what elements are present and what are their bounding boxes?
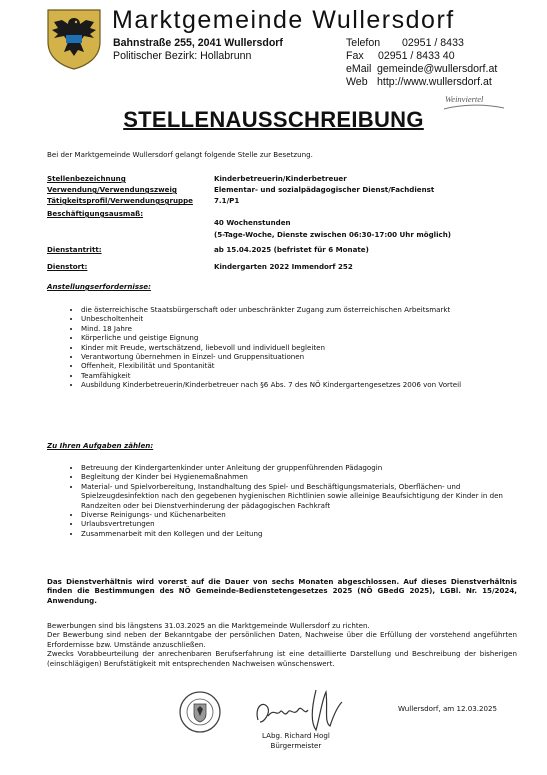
list-item: • Verantwortung übernehmen in Einzel- und Gruppensituationen (81, 352, 521, 361)
address: Bahnstraße 255, 2041 Wullersdorf (113, 37, 283, 49)
detail-value: Elementar- und sozialpädagogischer Dienst/Fachdienst (214, 185, 435, 194)
detail-label: Dienstort: (47, 262, 88, 271)
employment-note: Das Dienstverhältnis wird vorerst auf die Dauer von sechs Monaten abgeschlossen. Auf dieses Dienstverhältnis finden die Bestimmungen des NÖ Gemeinde-Bedienstetengesetzes 2025 (NÖ GBedG 2025), LGBl. Nr. 15/2024, Anwendung. (47, 577, 517, 605)
detail-value: 40 Wochenstunden (214, 218, 291, 227)
list-item: • Begleitung der Kinder bei Hygienemaßnahmen (81, 472, 521, 481)
handwritten-signature-icon (250, 686, 350, 736)
list-item: • Urlaubsvertretungen (81, 519, 521, 528)
detail-value: 7.1/P1 (214, 196, 240, 205)
list-item: • Material- und Spielvorbereitung, Instandhaltung des Spiel- und Beschäftigungsmaterials, Oberflächen- und Spielzeugdesinfektion nach den gegebenen hygienischen Richtlinien sowie alleinige Beaufsichtigung der Kinder in den Randzeiten oder bei Dienstverhinderung der pädagogischen Fachkraft (81, 482, 521, 510)
requirements-heading: Anstellungserfordernisse: (47, 282, 151, 291)
list-item: • Ausbildung Kinderbetreuerin/Kinderbetreuer nach §6 Abs. 7 des NÖ Kindergartengesetzes 2006 von Vorteil (81, 380, 521, 389)
detail-value: (5-Tage-Woche, Dienste zwischen 06:30-17:00 Uhr möglich) (214, 230, 452, 239)
tasks-heading: Zu Ihren Aufgaben zählen: (47, 441, 154, 450)
detail-label: Tätigkeitsprofil/Verwendungsgruppe (47, 196, 193, 205)
contact-email: eMail gemeinde@wullersdorf.at (346, 63, 498, 75)
list-item: • Mind. 18 Jahre (81, 324, 521, 333)
list-item: • die österreichische Staatsbürgerschaft oder unbeschränkter Zugang zum österreichischen Arbeitsmarkt (81, 305, 521, 314)
application-documents: Der Bewerbung sind neben der Bekanntgabe der persönlichen Daten, Nachweise über die Erfüllung der vorstehend angeführten Erfordernisse bzw. Umstände anzuschließen. (47, 630, 517, 649)
intro-text: Bei der Marktgemeinde Wullersdorf gelangt folgende Stelle zur Besetzung. (47, 150, 313, 159)
detail-value: ab 15.04.2025 (befristet für 6 Monate) (214, 245, 369, 254)
contact-fax: Fax 02951 / 8433 40 (346, 50, 455, 62)
detail-value: Kindergarten 2022 Immendorf 252 (214, 262, 353, 271)
place-date: Wullersdorf, am 12.03.2025 (398, 704, 498, 713)
municipality-name: Marktgemeinde Wullersdorf (112, 6, 455, 34)
municipality-crest-icon (46, 8, 102, 70)
list-item: • Teamfähigkeit (81, 371, 521, 380)
official-seal-icon (178, 690, 222, 734)
detail-label: Stellenbezeichnung (47, 174, 126, 183)
signatory-role: Bürgermeister (270, 741, 322, 750)
application-experience: Zwecks Vorabbeurteilung der anrechenbaren Berufserfahrung ist eine detaillierte Darstellung und Beschreibung der bisherigen (einschlägigen) Berufstätigkeit mit entsprechenden Nachweisen wünschenswert. (47, 649, 517, 668)
address-block (113, 37, 283, 63)
district: Politischer Bezirk: Hollabrunn (113, 50, 252, 62)
list-item: • Körperliche und geistige Eignung (81, 333, 521, 342)
contact-web: Web http://www.wullersdorf.at (346, 76, 492, 88)
contact-phone: Telefon 02951 / 8433 (346, 37, 464, 49)
signatory-name: LAbg. Richard Hogl (262, 731, 330, 740)
requirements-list (65, 305, 521, 390)
detail-label: Dienstantritt: (47, 245, 102, 254)
contact-block (346, 37, 497, 89)
document-title: STELLENAUSSCHREIBUNG (123, 107, 424, 132)
application-deadline: Bewerbungen sind bis längstens 31.03.2025 an die Marktgemeinde Wullersdorf zu richten. (47, 621, 370, 630)
detail-value: Kinderbetreuerin/Kinderbetreuer (214, 174, 347, 183)
signatory (262, 731, 330, 751)
list-item: • Offenheit, Flexibilität und Spontanität (81, 361, 521, 370)
region-logo: Weinviertel (445, 94, 484, 104)
application-text (47, 621, 517, 668)
list-item: • Diverse Reinigungs- und Küchenarbeiten (81, 510, 521, 519)
detail-label: Beschäftigungsausmaß: (47, 209, 144, 218)
list-item: • Kinder mit Freude, wertschätzend, liebevoll und individuell begleiten (81, 343, 521, 352)
tasks-list (65, 463, 521, 538)
list-item: • Zusammenarbeit mit den Kollegen und der Leitung (81, 529, 521, 538)
list-item: • Unbescholtenheit (81, 314, 521, 323)
detail-label: Verwendung/Verwendungszweig (47, 185, 177, 194)
list-item: • Betreuung der Kindergartenkinder unter Anleitung der gruppenführenden Pädagogin (81, 463, 521, 472)
